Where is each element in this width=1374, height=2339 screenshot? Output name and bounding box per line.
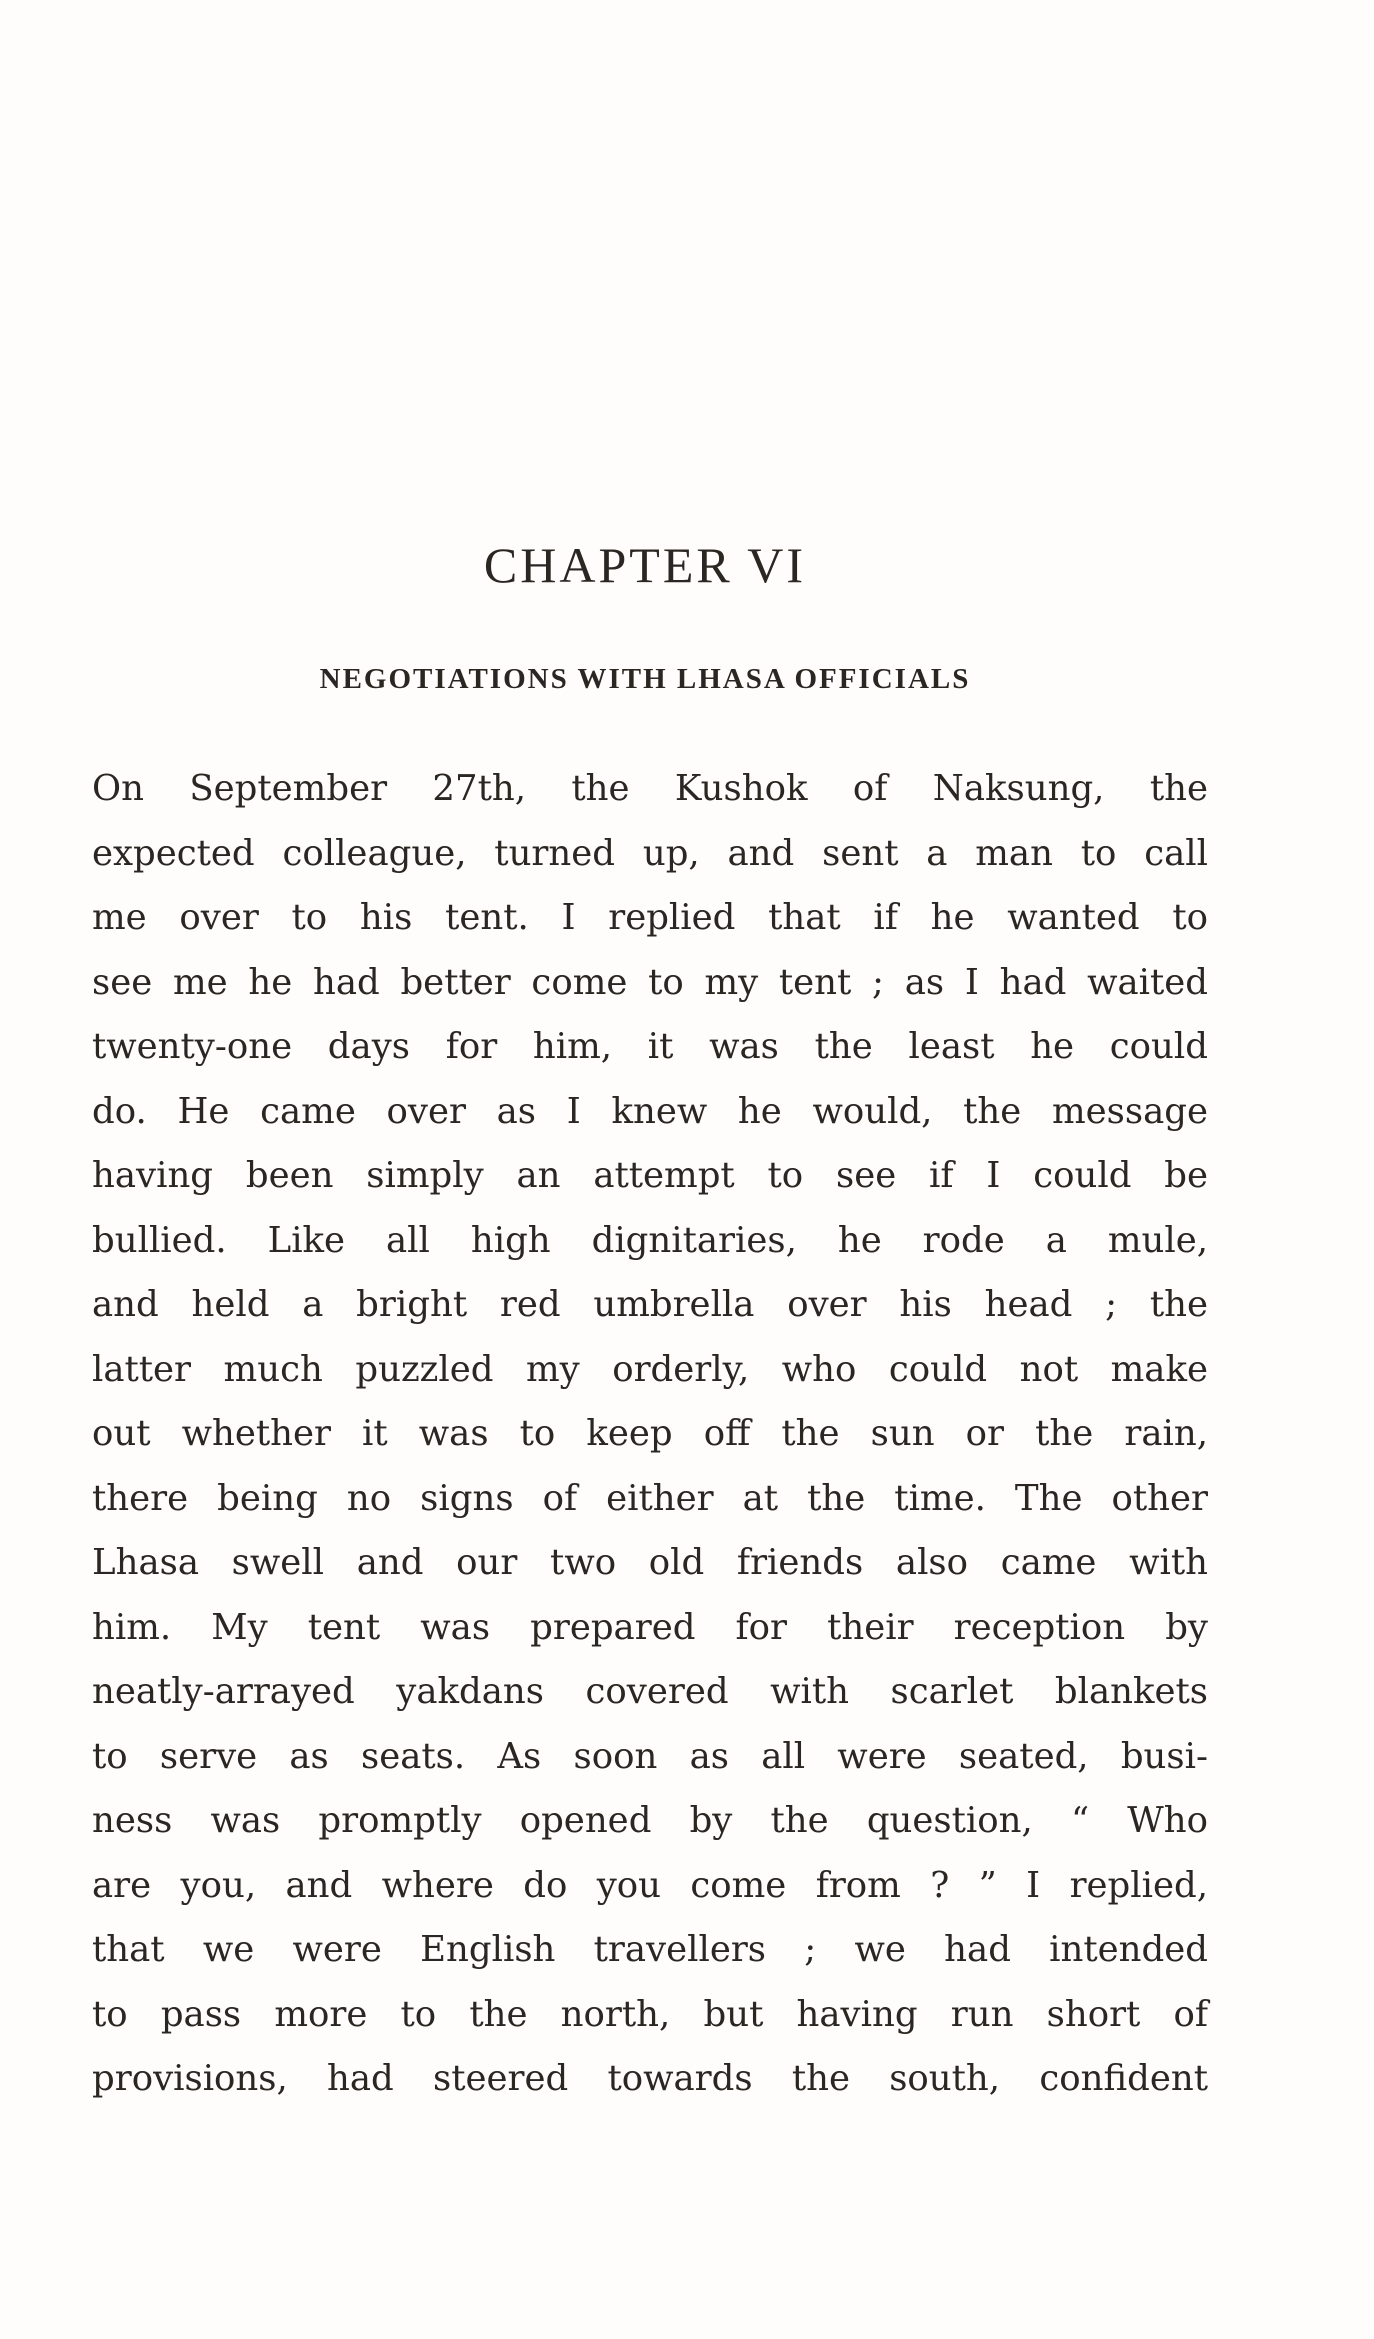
chapter-subtitle: NEGOTIATIONS WITH LHASA OFFICIALS [319,663,971,695]
text-line: and held a bright red umbrella over his head ; the [92,1284,1208,1325]
text-line: having been simply an attempt to see if I could be [92,1155,1208,1196]
text-line: provisions, had steered towards the south, confident [92,2058,1208,2099]
text-line: out whether it was to keep off the sun or the rain, [92,1413,1208,1454]
text-line: are you, and where do you come from ? ” I replied, [92,1864,1208,1906]
text-line: latter much puzzled my orderly, who could not make [92,1348,1208,1390]
text-line: expected colleague, turned up, and sent a man to call [92,832,1208,874]
text-line: there being no signs of either at the time. The other [92,1477,1208,1519]
body-paragraph [92,757,1208,2112]
text-line: to pass more to the north, but having run short of [92,1993,1208,2035]
text-line: do. He came over as I knew he would, the message [92,1090,1208,1132]
text-line: me over to his tent. I replied that if he wanted to [92,897,1208,938]
chapter-title: CHAPTER VI [483,537,807,593]
text-line: him. My tent was prepared for their reception by [92,1606,1208,1648]
text-line: ness was promptly opened by the question, “ Who [92,1800,1208,1841]
text-line: On September 27th, the Kushok of Naksung, the [92,768,1208,809]
text-line: neatly-arrayed yakdans covered with scarlet blankets [92,1671,1208,1712]
text-line: to serve as seats. As soon as all were seated, busi- [92,1735,1208,1777]
text-line: Lhasa swell and our two old friends also came with [92,1542,1208,1583]
text-line: twenty-one days for him, it was the least he could [92,1026,1208,1067]
text-line: that we were English travellers ; we had intended [92,1929,1208,1970]
text-line: see me he had better come to my tent ; as I had waited [92,961,1208,1003]
text-line: bullied. Like all high dignitaries, he rode a mule, [92,1219,1208,1261]
